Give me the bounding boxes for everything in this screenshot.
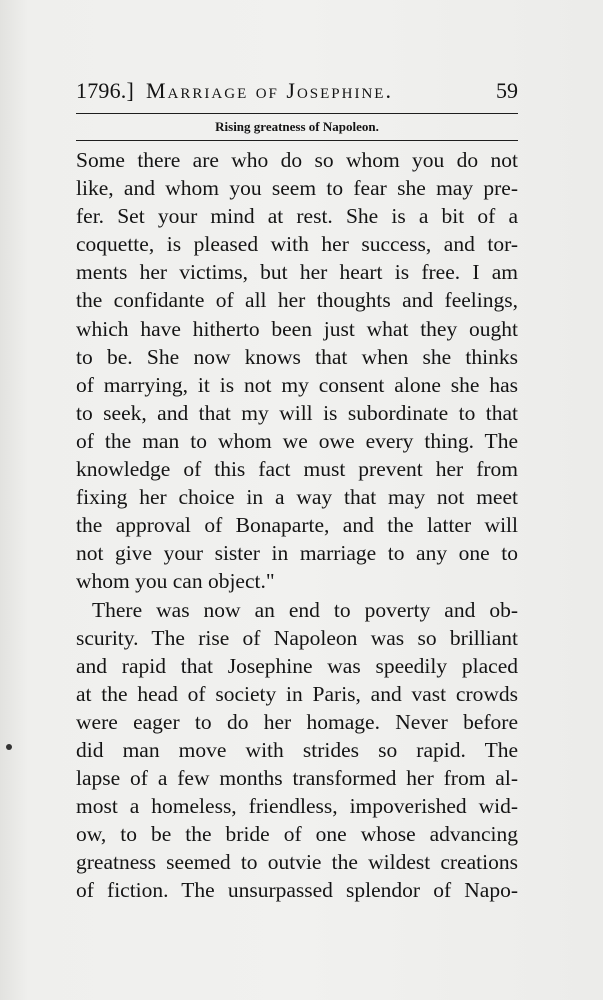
- text-line: ow, to be the bride of one whose advancing: [76, 822, 518, 847]
- text-line: Some there are who do so whom you do not: [76, 148, 518, 172]
- text-line: There was now an end to poverty and ob-: [92, 597, 518, 622]
- section-subheading: Rising greatness of Napoleon.: [215, 119, 379, 134]
- text-line: lapse of a few months transformed her from al-: [76, 766, 518, 791]
- text-line: knowledge of this fact must prevent her from: [76, 457, 518, 482]
- text-line: ments her victims, but her heart is free. I am: [76, 260, 518, 285]
- text-line: not give your sister in marriage to any one to: [76, 541, 518, 566]
- text-line: which have hitherto been just what they ought: [76, 316, 518, 341]
- header-year: 1796.]: [76, 78, 135, 103]
- text-line: coquette, is pleased with her success, and tor-: [76, 232, 518, 257]
- header-rule-bottom: [76, 140, 518, 141]
- margin-ink-spot: [6, 744, 12, 750]
- text-line: of marrying, it is not my consent alone she has: [76, 372, 518, 397]
- text-line: like, and whom you seem to fear she may pre-: [76, 176, 518, 201]
- body-text: [76, 146, 518, 905]
- text-line: were eager to do her homage. Never before: [76, 709, 518, 734]
- text-line: whom you can object.": [76, 569, 275, 594]
- header-title: Marriage of Josephine.: [146, 78, 393, 103]
- text-line: to be. She now knows that when she thinks: [76, 344, 518, 369]
- text-line: fixing her choice in a way that may not meet: [76, 485, 518, 510]
- text-line: scurity. The rise of Napoleon was so brilliant: [76, 625, 518, 650]
- text-line: fer. Set your mind at rest. She is a bit of a: [76, 204, 518, 229]
- header-rule-top: [76, 113, 518, 114]
- text-line: greatness seemed to outvie the wildest creations: [76, 850, 518, 875]
- page-number: 59: [496, 78, 518, 103]
- text-line: of fiction. The unsurpassed splendor of Napo-: [76, 878, 518, 903]
- text-line: did man move with strides so rapid. The: [76, 737, 518, 762]
- text-line: the approval of Bonaparte, and the latter will: [76, 513, 518, 538]
- text-line: the confidante of all her thoughts and feelings,: [76, 288, 518, 313]
- running-head: [76, 76, 518, 108]
- text-line: most a homeless, friendless, impoverished wid-: [76, 794, 518, 819]
- text-line: to seek, and that my will is subordinate to that: [76, 400, 518, 425]
- text-line: of the man to whom we owe every thing. The: [76, 428, 518, 453]
- text-line: at the head of society in Paris, and vast crowds: [76, 681, 518, 706]
- text-line: and rapid that Josephine was speedily placed: [76, 653, 518, 678]
